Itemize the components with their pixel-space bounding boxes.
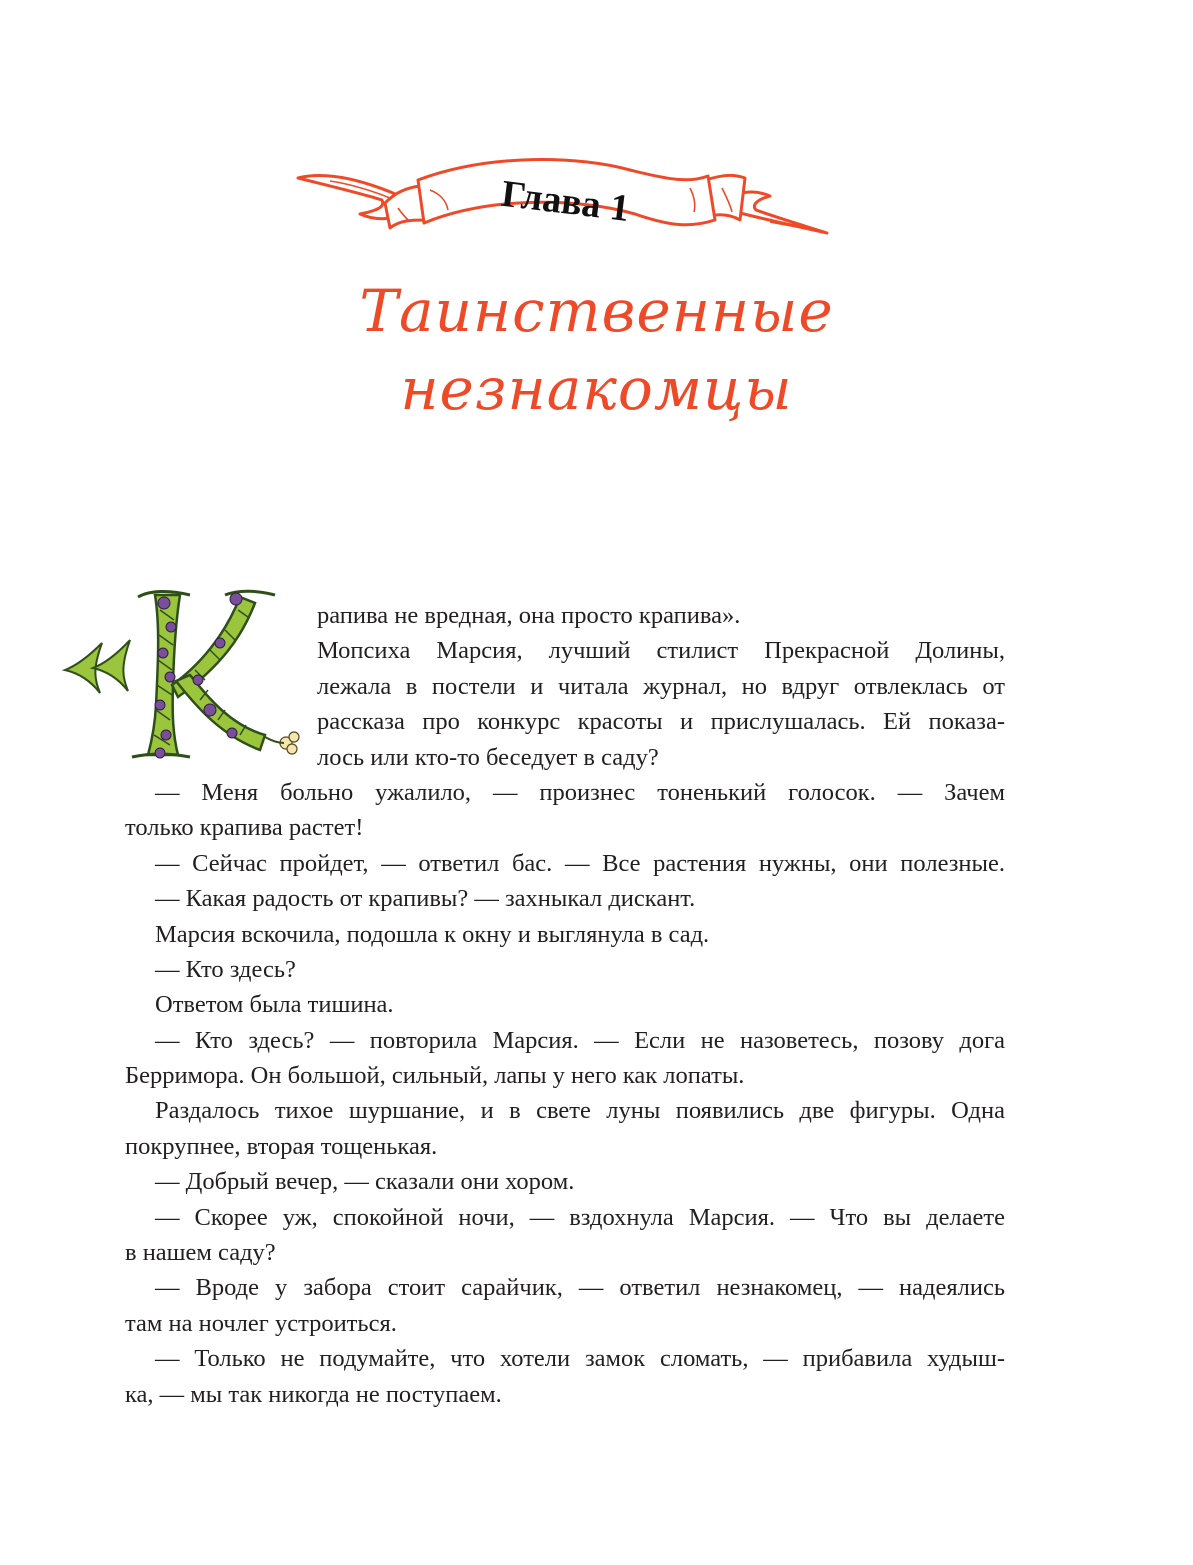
chapter-title-line-1: Таинственные	[359, 277, 834, 345]
text-line: — Сейчас пройдет, — ответил бас. — Все растения нужны, они полезные.	[155, 849, 1005, 877]
body-text	[125, 598, 1005, 1412]
text-line: — Кто здесь?	[155, 955, 296, 983]
text-line: ка, — мы так никогда не поступаем.	[125, 1380, 502, 1408]
text-line: там на ночлег устроиться.	[125, 1309, 397, 1337]
text-line: Мопсиха Марсия, лучший стилист Прекрасной Долины,	[317, 637, 1005, 665]
text-line: Марсия вскочила, подошла к окну и выглянула в сад.	[155, 920, 710, 948]
text-line: Раздалось тихое шуршание, и в свете луны появились две фигуры. Одна	[155, 1097, 1005, 1125]
text-line: лежала в постели и читала журнал, но вдруг отвлеклась от	[317, 672, 1005, 700]
text-line: — Меня больно ужалило, — произнес тоненький голосок. — Зачем	[155, 778, 1005, 806]
text-line: — Кто здесь? — повторила Марсия. — Если не назоветесь, позову дога	[155, 1026, 1005, 1054]
text-line: — Только не подумайте, что хотели замок сломать, — прибавила худыш-	[155, 1345, 1005, 1373]
text-line: — Скорее уж, спокойной ночи, — вздохнула Марсия. — Что вы делаете	[155, 1203, 1005, 1231]
text-line: — Какая радость от крапивы? — захныкал дискант.	[155, 885, 696, 913]
text-line: — Вроде у забора стоит сарайчик, — ответил незнакомец, — надеялись	[155, 1274, 1005, 1302]
text-line: лось или кто-то беседует в саду?	[317, 743, 659, 771]
chapter-label: Глава 1	[499, 172, 632, 230]
chapter-title	[0, 272, 1193, 428]
text-line: Берримора. Он большой, сильный, лапы у него как лопаты.	[125, 1062, 745, 1090]
chapter-title-line-2: незнакомцы	[400, 355, 793, 423]
text-line: — Добрый вечер, — сказали они хором.	[155, 1168, 575, 1196]
chapter-banner	[290, 148, 835, 253]
text-line: рапива не вредная, она просто крапива».	[317, 602, 741, 629]
text-line: покрупнее, вторая тощенькая.	[125, 1132, 438, 1160]
text-line: только крапива растет!	[125, 814, 364, 842]
text-line: Ответом была тишина.	[155, 991, 394, 1019]
text-line: в нашем саду?	[125, 1239, 276, 1267]
text-line: рассказа про конкурс красоты и прислушалась. Ей показа-	[317, 708, 1005, 736]
